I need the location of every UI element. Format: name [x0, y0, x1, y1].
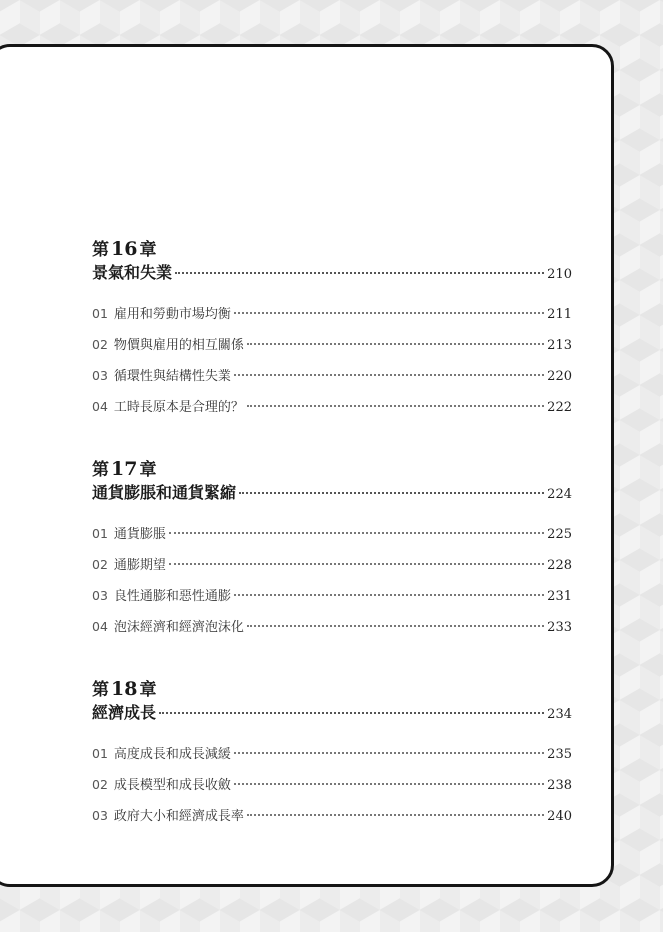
toc-chapter-title-row[interactable] [92, 480, 572, 506]
chapter-suffix: 章 [139, 240, 157, 260]
dot-leader [175, 272, 544, 274]
toc-item-row[interactable] [92, 329, 572, 360]
dot-leader [239, 492, 544, 494]
toc-chapter-title-row[interactable] [92, 260, 572, 286]
section-title: 工時長原本是合理的？ [113, 400, 244, 415]
section-title: 通膨期望 [113, 558, 166, 573]
page-number: 233 [547, 620, 572, 635]
dot-leader [169, 532, 544, 534]
section-index: 04 [92, 619, 108, 634]
page-number: 231 [547, 589, 572, 604]
section-index: 04 [92, 399, 108, 414]
dot-leader [234, 783, 544, 785]
toc-item-row[interactable] [92, 391, 572, 422]
section-title: 良性通膨和惡性通膨 [113, 589, 231, 604]
toc-item-row[interactable] [92, 549, 572, 580]
page-number: 240 [547, 809, 572, 824]
dot-leader [247, 814, 544, 816]
section-title: 政府大小和經濟成長率 [113, 809, 244, 824]
section-index: 01 [92, 306, 108, 321]
page-number: 234 [547, 707, 572, 722]
page-number: 235 [547, 747, 572, 762]
toc-item-row[interactable] [92, 611, 572, 642]
chapter-title: 經濟成長 [92, 703, 157, 722]
section-title: 高度成長和成長減緩 [113, 747, 231, 762]
page-number: 222 [547, 400, 572, 415]
section-title: 雇用和勞動市場均衡 [113, 307, 231, 322]
dot-leader [234, 752, 544, 754]
chapter-number: 17 [111, 458, 138, 480]
page-number: 224 [547, 487, 572, 502]
dot-leader [234, 374, 544, 376]
section-index: 03 [92, 808, 108, 823]
page-number: 228 [547, 558, 572, 573]
section-index: 01 [92, 526, 108, 541]
section-index: 03 [92, 588, 108, 603]
chapter-18 [92, 678, 572, 831]
dot-leader [247, 343, 544, 345]
section-title: 泡沫經濟和經濟泡沫化 [113, 620, 244, 635]
chapter-prefix: 第 [92, 460, 109, 480]
chapter-suffix: 章 [139, 460, 157, 480]
section-index: 02 [92, 337, 108, 352]
toc-item-row[interactable] [92, 298, 572, 329]
page-number: 225 [547, 527, 572, 542]
dot-leader [234, 312, 544, 314]
chapter-prefix: 第 [92, 240, 109, 260]
dot-leader [247, 625, 544, 627]
toc-item-row[interactable] [92, 738, 572, 769]
chapter-title: 景氣和失業 [92, 263, 173, 282]
chapter-title: 通貨膨脹和通貨緊縮 [92, 483, 237, 502]
page-number: 213 [547, 338, 572, 353]
section-index: 02 [92, 777, 108, 792]
section-title: 成長模型和成長收斂 [113, 778, 231, 793]
chapter-label [92, 238, 572, 260]
page-number: 220 [547, 369, 572, 384]
chapter-16 [92, 238, 572, 422]
chapter-label [92, 458, 572, 480]
section-index: 02 [92, 557, 108, 572]
section-title: 循環性與結構性失業 [113, 369, 231, 384]
chapter-number: 16 [111, 238, 138, 260]
section-index: 03 [92, 368, 108, 383]
dot-leader [234, 594, 544, 596]
toc-item-row[interactable] [92, 360, 572, 391]
dot-leader [159, 712, 544, 714]
section-index: 01 [92, 746, 108, 761]
chapter-number: 18 [111, 678, 138, 700]
page-number: 210 [547, 267, 572, 282]
toc-item-row[interactable] [92, 518, 572, 549]
section-title: 物價與雇用的相互關係 [113, 338, 244, 353]
section-title: 通貨膨脹 [113, 527, 166, 542]
dot-leader [247, 405, 544, 407]
toc-item-row[interactable] [92, 580, 572, 611]
page-number: 211 [547, 307, 572, 322]
chapter-17 [92, 458, 572, 642]
toc-item-row[interactable] [92, 769, 572, 800]
toc-item-row[interactable] [92, 800, 572, 831]
chapter-prefix: 第 [92, 680, 109, 700]
page-number: 238 [547, 778, 572, 793]
toc-chapter-title-row[interactable] [92, 700, 572, 726]
chapter-suffix: 章 [139, 680, 157, 700]
chapter-label [92, 678, 572, 700]
dot-leader [169, 563, 544, 565]
